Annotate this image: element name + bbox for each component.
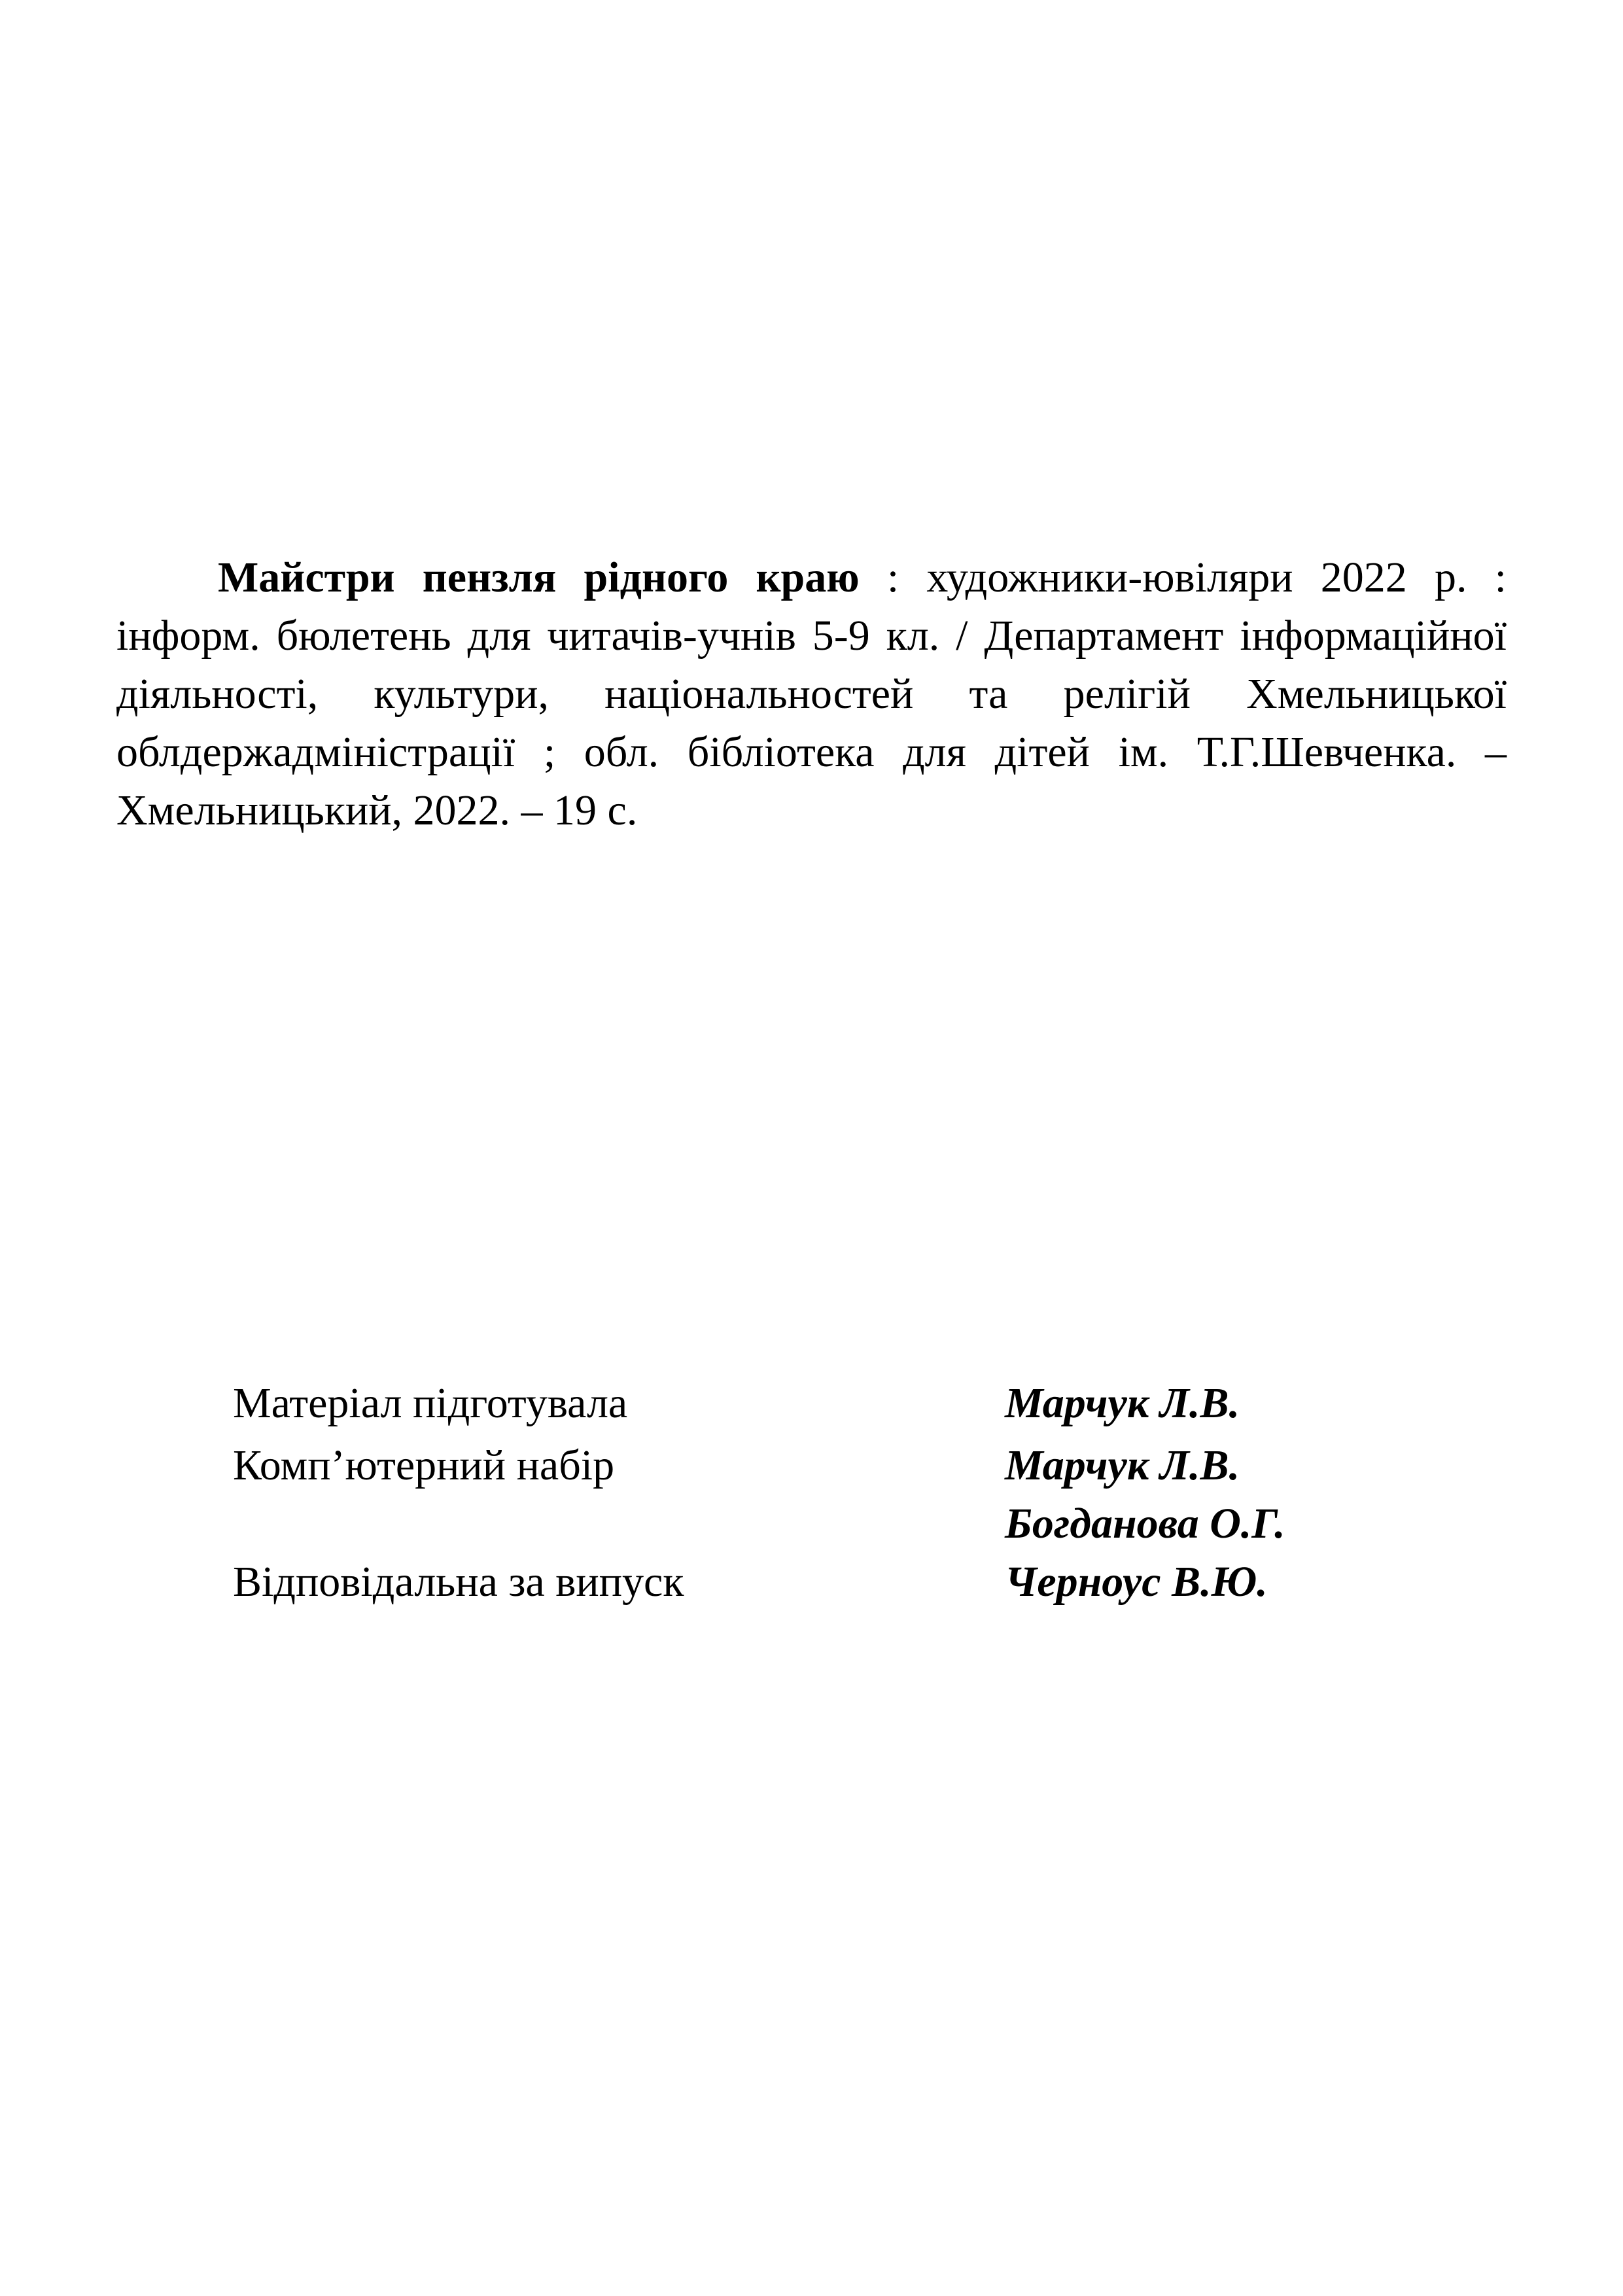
credit-names xyxy=(1005,1553,1268,1611)
credit-person: Марчук Л.В. xyxy=(1005,1379,1240,1427)
credit-names xyxy=(1005,1374,1240,1432)
credit-names xyxy=(1005,1436,1285,1553)
bibliographic-citation xyxy=(116,548,1507,839)
credit-person: Богданова О.Г. xyxy=(1005,1500,1285,1547)
credit-label: Відповідальна за випуск xyxy=(233,1558,684,1606)
credit-label: Комп’ютерний набір xyxy=(233,1441,615,1489)
citation-title: Майстри пензля рідного краю xyxy=(218,554,860,601)
credit-person: Марчук Л.В. xyxy=(1005,1441,1240,1489)
credit-person: Черноус В.Ю. xyxy=(1005,1558,1268,1606)
credit-label: Матеріал підготувала xyxy=(233,1379,628,1427)
citation-details: : художники-ювіляри 2022 р. : інформ. бюлетень для читачів-учнів 5-9 кл. / Департамент інформаційної діяльності, культури, національностей та релігій Хмельницької облдержадміністрації ; обл. бібліотека для дітей ім. Т.Г.Шевченка. – Хмельницький, 2022. – 19 с. xyxy=(116,554,1507,834)
